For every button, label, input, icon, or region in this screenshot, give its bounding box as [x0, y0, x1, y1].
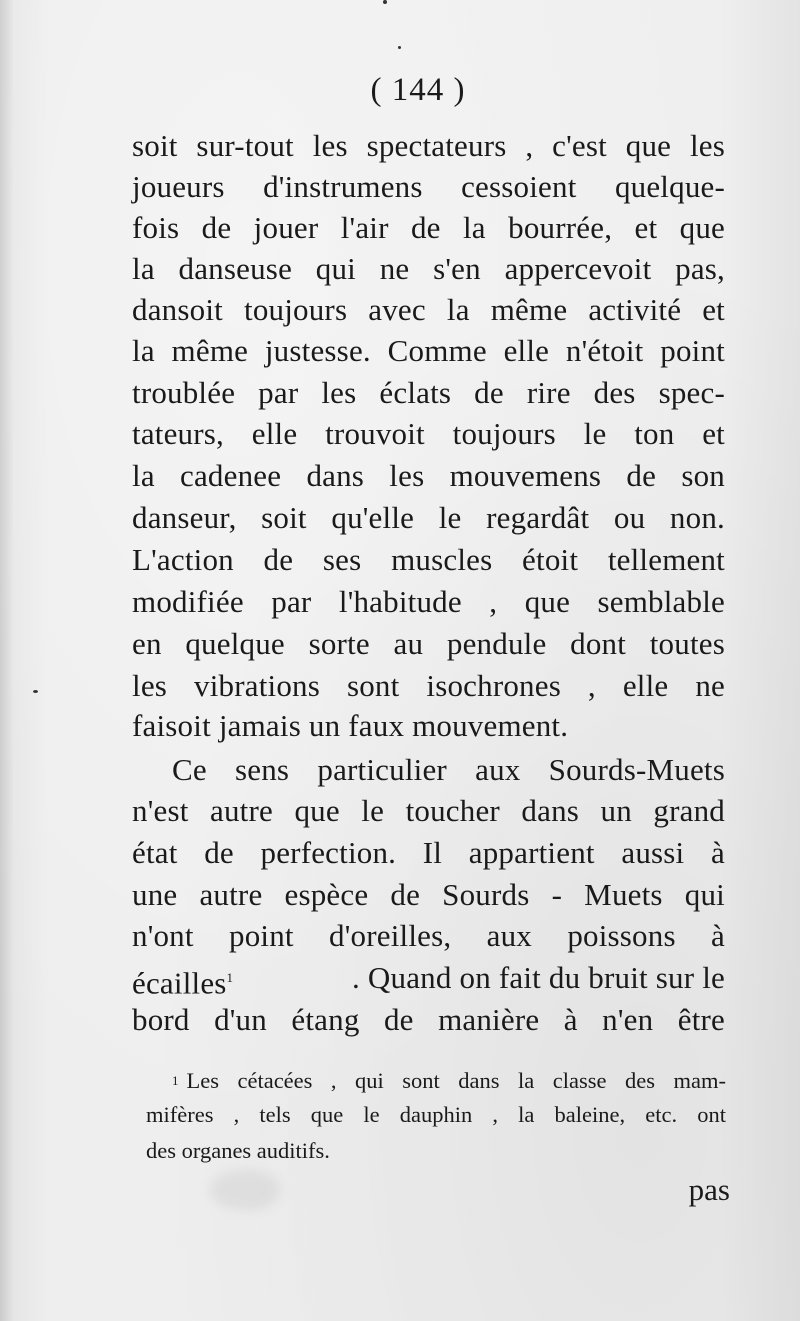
speck-mark — [33, 690, 38, 693]
page-number: ( 144 ) — [370, 72, 466, 108]
text-line: faisoit jamais un faux mouvement. — [132, 708, 569, 743]
footnote-anchor-word — [132, 958, 233, 1003]
text-line: joueurs d'instrumens cessoient quelque- — [132, 169, 725, 204]
text-line: une autre espèce de Sourds - Muets qui — [132, 877, 725, 912]
line-remainder: . Quand on fait du bruit sur le — [352, 960, 725, 995]
text-line: les vibrations sont isochrones , elle ne — [132, 668, 725, 703]
text-line: L'action de ses muscles étoit tellement — [132, 542, 725, 577]
footnote-line: des organes auditifs. — [146, 1138, 330, 1163]
text-line: danseur, soit qu'elle le regardât ou non. — [132, 500, 725, 535]
text-line-with-note — [132, 958, 725, 1003]
text-line: en quelque sorte au pendule dont toutes — [132, 626, 725, 661]
text-line: la danseuse qui ne s'en appercevoit pas, — [132, 251, 725, 286]
ink-smudge — [210, 1170, 280, 1210]
text-line: modifiée par l'habitude , que semblable — [132, 584, 725, 619]
footnote-line: mifères , tels que le dauphin , la baleine, etc. ont — [146, 1102, 726, 1127]
text-line: état de perfection. Il appartient aussi à — [132, 835, 725, 870]
text-line: bord d'un étang de manière à n'en être — [132, 1002, 725, 1037]
text-line: soit sur-tout les spectateurs , c'est que les — [132, 128, 725, 163]
text-line: n'est autre que le toucher dans un grand — [132, 793, 725, 828]
speck-mark — [398, 46, 401, 49]
text-line: tateurs, elle trouvoit toujours le ton et — [132, 416, 725, 451]
anchor-word-text: écailles — [132, 965, 227, 1001]
page-edge-shadow — [0, 0, 14, 1321]
footnote-text: Les cétacées , qui sont dans la classe des mam- — [186, 1068, 726, 1093]
footnote-marker: 1 — [172, 1073, 179, 1088]
speck-mark — [383, 0, 387, 4]
text-line: dansoit toujours avec la même activité et — [132, 292, 725, 327]
text-line: la même justesse. Comme elle n'étoit point — [132, 333, 725, 368]
text-line-indent: Ce sens particulier aux Sourds-Muets — [172, 752, 725, 787]
text-line: fois de jouer l'air de la bourrée, et que — [132, 210, 725, 245]
text-line: troublée par les éclats de rire des spec- — [132, 375, 725, 410]
footnote-first-line — [172, 1066, 726, 1096]
catchword: pas — [688, 1172, 730, 1207]
footnote-reference: 1 — [226, 970, 234, 985]
text-line: n'ont point d'oreilles, aux poissons à — [132, 918, 725, 953]
text-line: la cadenee dans les mouvemens de son — [132, 458, 725, 493]
